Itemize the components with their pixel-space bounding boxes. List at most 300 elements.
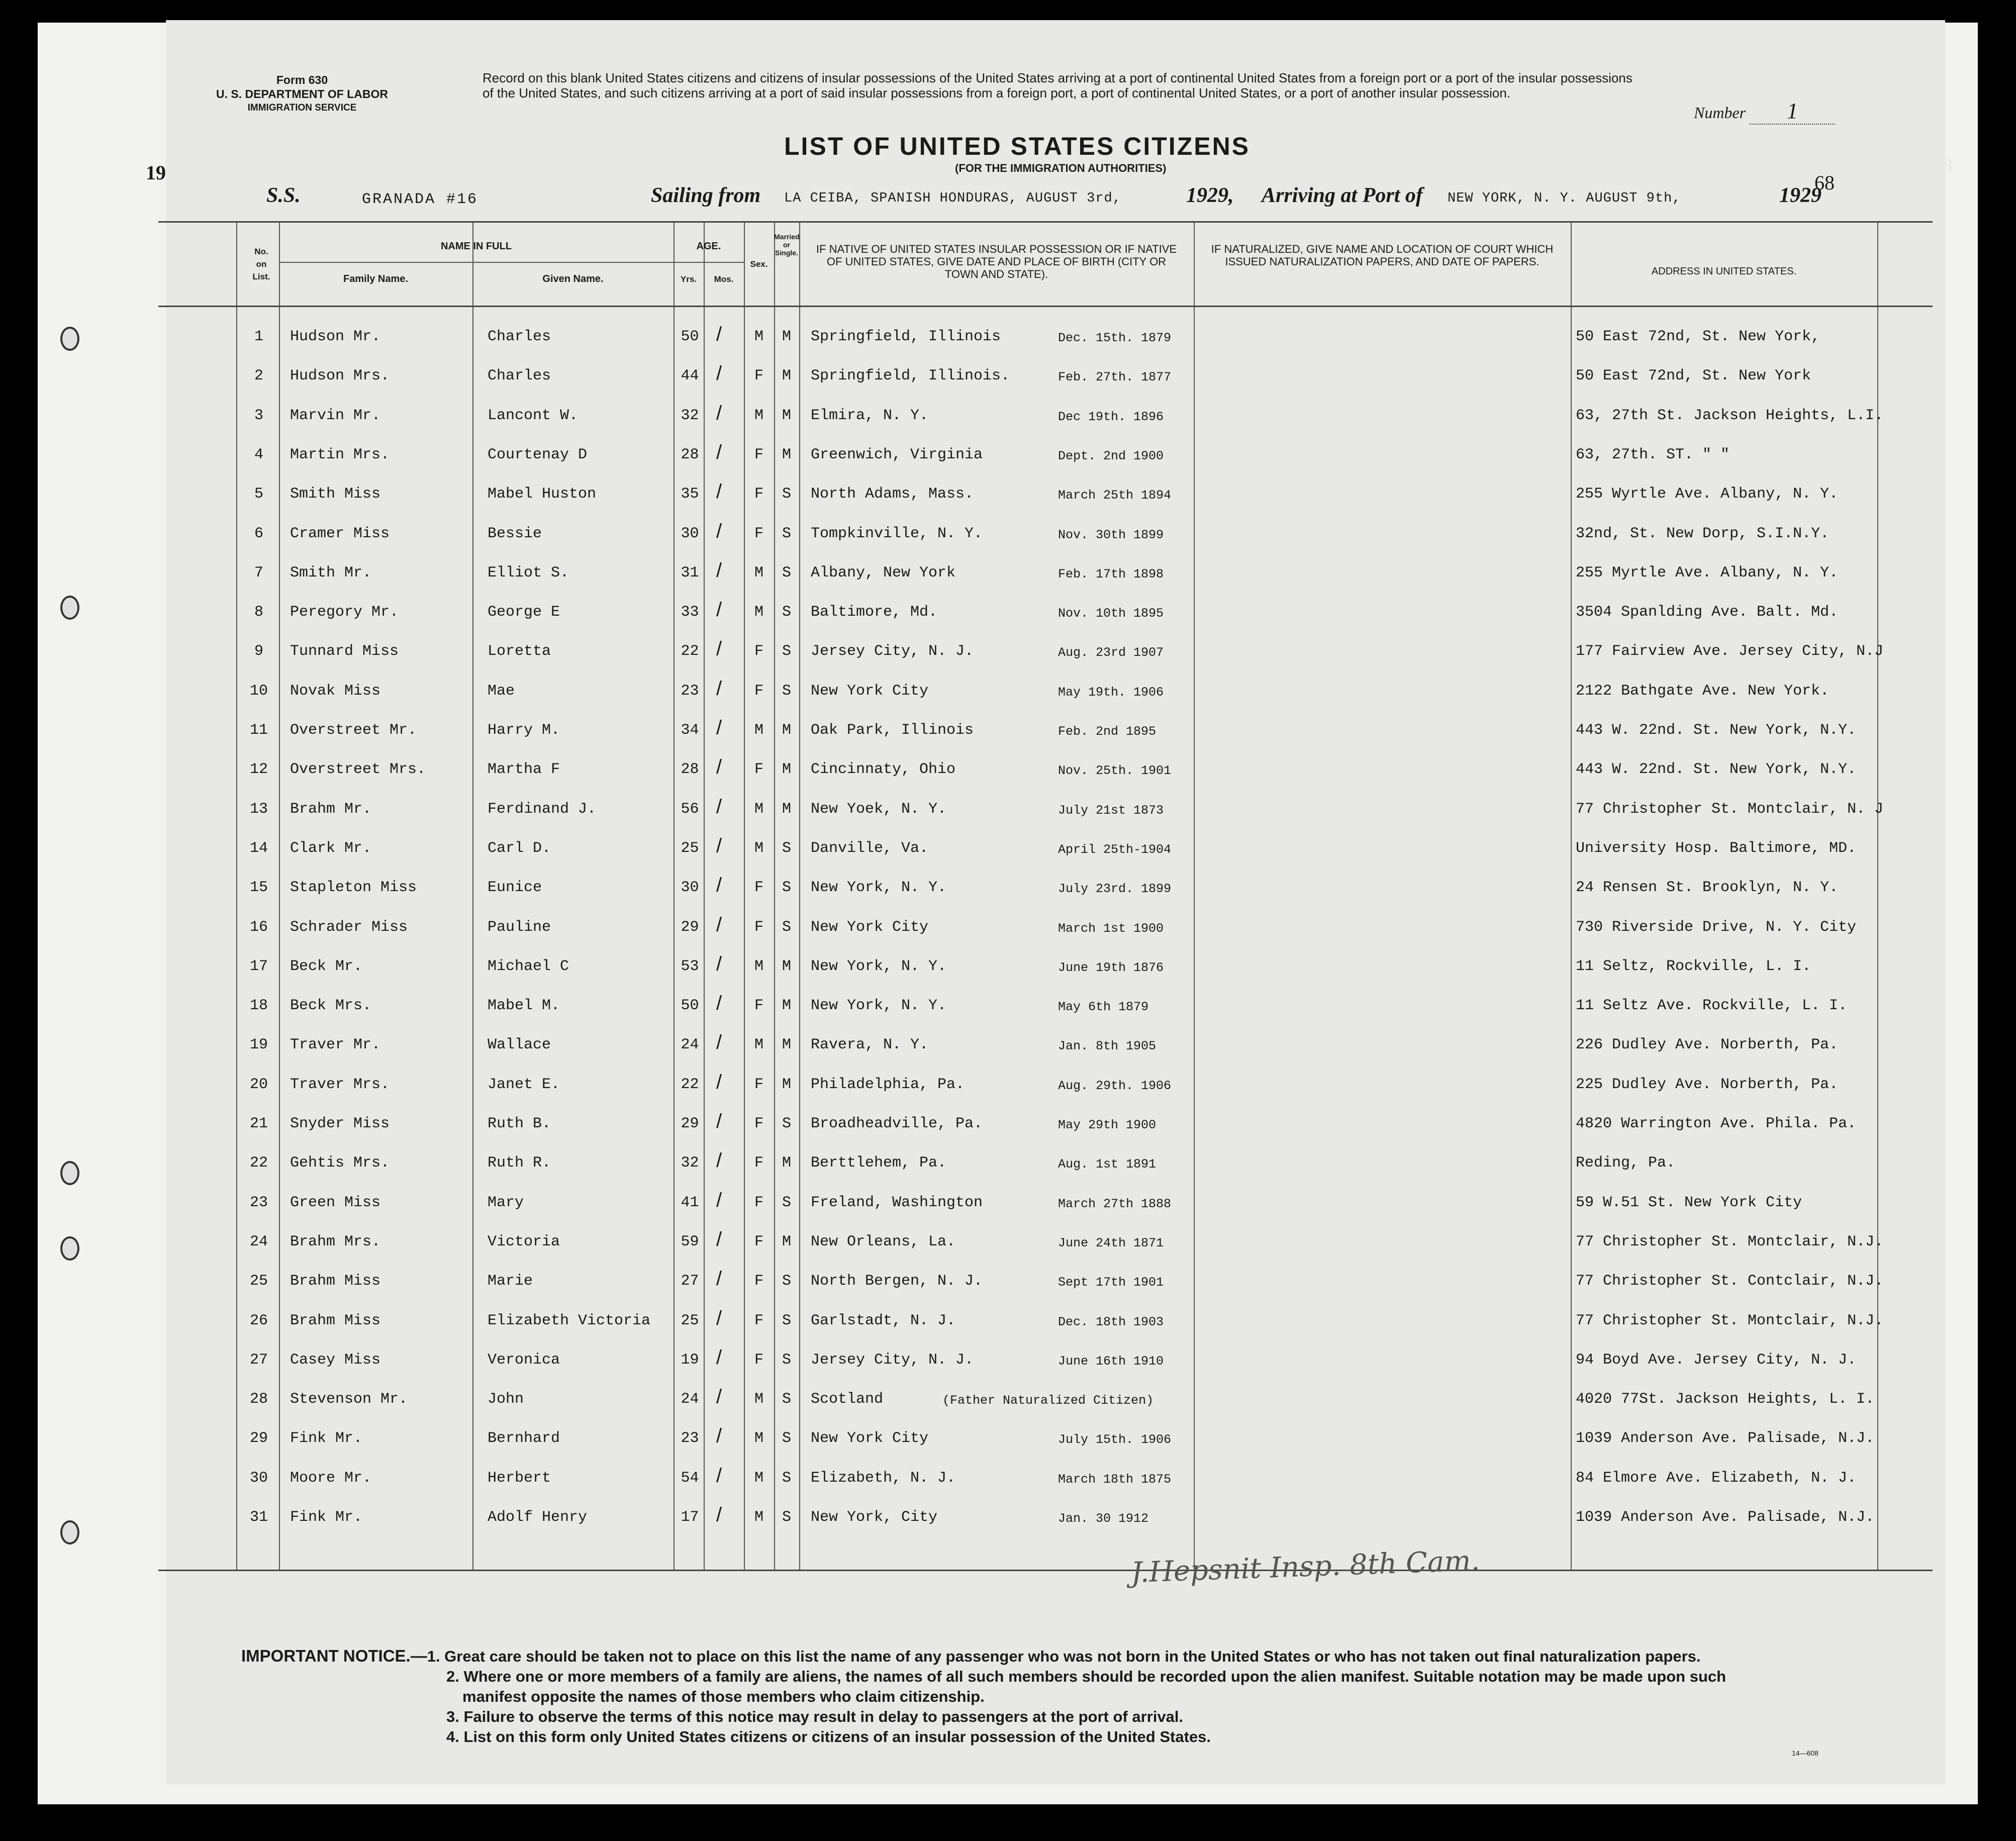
age-years: 59 bbox=[681, 1233, 699, 1250]
address: 4020 77St. Jackson Heights, L. I. bbox=[1576, 1391, 1875, 1408]
family-name: Brahm Mrs. bbox=[290, 1233, 381, 1250]
col-given-name: Given Name. bbox=[542, 273, 604, 284]
col-sex: Sex. bbox=[750, 259, 768, 269]
sex: F bbox=[754, 879, 763, 897]
address: 50 East 72nd, St. New York, bbox=[1576, 328, 1820, 345]
check-mark: / bbox=[716, 913, 722, 936]
sex: M bbox=[754, 328, 763, 345]
age-years: 29 bbox=[681, 1115, 699, 1132]
check-mark: / bbox=[716, 717, 722, 739]
given-name: Victoria bbox=[488, 1233, 560, 1250]
family-name: Traver Mr. bbox=[290, 1036, 381, 1054]
binding-hole bbox=[60, 327, 79, 351]
family-name: Traver Mrs. bbox=[290, 1076, 390, 1093]
family-name: Brahm Miss bbox=[290, 1312, 381, 1329]
sex: M bbox=[754, 1509, 763, 1526]
family-name: Beck Mrs. bbox=[290, 997, 372, 1015]
marital-status: M bbox=[782, 800, 791, 818]
birth-place: Danville, Va. bbox=[811, 839, 929, 857]
marital-status: S bbox=[782, 1469, 791, 1487]
check-mark: / bbox=[716, 1149, 722, 1172]
age-years: 27 bbox=[681, 1273, 699, 1290]
page-title: LIST OF UNITED STATES CITIZENS bbox=[784, 132, 1251, 160]
marital-status: S bbox=[782, 839, 791, 857]
given-name: Elizabeth Victoria bbox=[488, 1312, 651, 1329]
table-row bbox=[158, 987, 1933, 1026]
row-number: 20 bbox=[249, 1076, 268, 1093]
sex: M bbox=[754, 839, 763, 857]
table-row bbox=[158, 830, 1933, 869]
check-mark: / bbox=[716, 480, 722, 503]
birth-date: (Father Naturalized Citizen) bbox=[942, 1393, 1154, 1408]
check-mark: / bbox=[716, 874, 722, 897]
given-name: George E bbox=[488, 604, 560, 621]
table-row bbox=[158, 357, 1933, 397]
sex: F bbox=[754, 1115, 763, 1132]
check-mark: / bbox=[716, 323, 722, 345]
col-family-name: Family Name. bbox=[343, 273, 408, 284]
age-years: 25 bbox=[681, 1312, 699, 1329]
birth-place: Albany, New York bbox=[811, 564, 956, 582]
form-code: 14—608 bbox=[1792, 1749, 1818, 1757]
age-years: 17 bbox=[681, 1509, 699, 1526]
table-row bbox=[158, 1105, 1933, 1144]
given-name: Janet E. bbox=[488, 1076, 560, 1093]
left-edge-mark: 19 bbox=[146, 161, 166, 184]
birth-place: New York, N. Y. bbox=[811, 997, 947, 1015]
col-naturalized: IF NATURALIZED, GIVE NAME AND LOCATION OF COURT WHICH ISSUED NATURALIZATION PAPERS, AND DATE OF PAPERS. bbox=[1211, 243, 1554, 268]
address: 63, 27th. ST. " " bbox=[1576, 446, 1730, 463]
sex: F bbox=[754, 486, 763, 503]
birth-date: Feb. 2nd 1895 bbox=[1058, 724, 1157, 739]
family-name: Peregory Mr. bbox=[290, 604, 399, 621]
age-years: 25 bbox=[681, 839, 699, 857]
address: 11 Seltz, Rockville, L. I. bbox=[1576, 957, 1811, 975]
table-row bbox=[158, 515, 1933, 554]
given-name: Mabel Huston bbox=[488, 486, 597, 503]
row-number: 25 bbox=[249, 1273, 268, 1290]
age-years: 41 bbox=[681, 1194, 699, 1211]
sex: F bbox=[754, 1351, 763, 1369]
address: 77 Christopher St. Montclair, N.J. bbox=[1576, 1312, 1884, 1329]
row-number: 23 bbox=[249, 1194, 268, 1211]
sex: F bbox=[754, 1194, 763, 1211]
page-subtitle: (FOR THE IMMIGRATION AUTHORITIES) bbox=[955, 162, 1167, 174]
col-birth-place: IF NATIVE OF UNITED STATES INSULAR POSSESSION OR IF NATIVE OF UNITED STATES, GIVE DATE AND PLACE OF BIRTH (CITY OR TOWN AND STATE). bbox=[816, 243, 1177, 280]
table-row bbox=[158, 1420, 1933, 1459]
birth-date: March 1st 1900 bbox=[1058, 921, 1164, 936]
family-name: Gehtis Mrs. bbox=[290, 1154, 390, 1172]
address: 84 Elmore Ave. Elizabeth, N. J. bbox=[1576, 1469, 1857, 1487]
given-name: Veronica bbox=[488, 1351, 560, 1369]
family-name: Tunnard Miss bbox=[290, 643, 399, 660]
inspector-signature: J.Hepsnit Insp. 8th Cam. bbox=[1130, 1544, 1481, 1590]
sailing-label: Sailing from bbox=[651, 184, 761, 207]
row-number: 5 bbox=[254, 486, 263, 503]
address: 730 Riverside Drive, N. Y. City bbox=[1576, 918, 1857, 936]
table-row bbox=[158, 1341, 1933, 1381]
birth-date: Dept. 2nd 1900 bbox=[1058, 448, 1164, 463]
address: 2122 Bathgate Ave. New York. bbox=[1576, 682, 1830, 700]
table-row bbox=[158, 1223, 1933, 1263]
row-number: 14 bbox=[249, 839, 268, 857]
table-row bbox=[158, 712, 1933, 751]
row-number: 7 bbox=[254, 564, 263, 582]
address: 77 Christopher St. Montclair, N. J bbox=[1576, 800, 1884, 818]
birth-place: North Bergen, N. J. bbox=[811, 1273, 983, 1290]
birth-date: Dec. 15th. 1879 bbox=[1058, 331, 1172, 345]
family-name: Cramer Miss bbox=[290, 525, 390, 542]
address: 59 W.51 St. New York City bbox=[1576, 1194, 1802, 1211]
birth-place: New York, N. Y. bbox=[811, 957, 947, 975]
table-row bbox=[158, 1026, 1933, 1065]
row-number: 27 bbox=[249, 1351, 268, 1369]
birth-date: June 16th 1910 bbox=[1058, 1353, 1164, 1369]
birth-place: Garlstadt, N. J. bbox=[811, 1312, 956, 1329]
family-name: Overstreet Mr. bbox=[290, 722, 417, 739]
check-mark: / bbox=[716, 638, 722, 660]
marital-status: M bbox=[782, 328, 791, 345]
row-number: 8 bbox=[254, 604, 263, 621]
address: 225 Dudley Ave. Norberth, Pa. bbox=[1576, 1076, 1839, 1093]
birth-date: March 25th 1894 bbox=[1058, 488, 1172, 503]
table-row bbox=[158, 791, 1933, 830]
address: 443 W. 22nd. St. New York, N.Y. bbox=[1576, 722, 1857, 739]
birth-place: New York City bbox=[811, 682, 929, 700]
table-row bbox=[158, 1144, 1933, 1184]
address: 94 Boyd Ave. Jersey City, N. J. bbox=[1576, 1351, 1857, 1369]
sex: M bbox=[754, 957, 763, 975]
table-row bbox=[158, 948, 1933, 987]
birth-date: Jan. 8th 1905 bbox=[1058, 1039, 1157, 1054]
given-name: Charles bbox=[488, 367, 551, 385]
address: University Hosp. Baltimore, MD. bbox=[1576, 839, 1857, 857]
given-name: Eunice bbox=[488, 879, 542, 897]
age-years: 29 bbox=[681, 918, 699, 936]
age-years: 19 bbox=[681, 1351, 699, 1369]
birth-date: Aug. 29th. 1906 bbox=[1058, 1078, 1172, 1093]
row-number: 13 bbox=[249, 800, 268, 818]
birth-place: Berttlehem, Pa. bbox=[811, 1154, 947, 1172]
sex: M bbox=[754, 722, 763, 739]
address: 1039 Anderson Ave. Palisade, N.J. bbox=[1576, 1430, 1875, 1447]
age-years: 35 bbox=[681, 486, 699, 503]
table-row bbox=[158, 1302, 1933, 1341]
age-years: 31 bbox=[681, 564, 699, 582]
side-mark: 78 bbox=[1933, 154, 1953, 176]
notice-item-1: 1. Great care should be taken not to place on this list the name of any passenger who was not born in the United States or who has not taken out final naturalization papers. bbox=[427, 1648, 1701, 1665]
birth-place: Elmira, N. Y. bbox=[811, 407, 929, 424]
sex: M bbox=[754, 564, 763, 582]
birth-place: Oak Park, Illinois bbox=[811, 722, 974, 739]
given-name: Pauline bbox=[488, 918, 551, 936]
family-name: Hudson Mr. bbox=[290, 328, 381, 345]
address: 177 Fairview Ave. Jersey City, N.J bbox=[1576, 643, 1884, 660]
col-age: AGE. bbox=[696, 241, 721, 252]
age-years: 53 bbox=[681, 957, 699, 975]
sex: F bbox=[754, 918, 763, 936]
birth-date: March 18th 1875 bbox=[1058, 1472, 1172, 1487]
notice-label: IMPORTANT NOTICE.— bbox=[241, 1646, 427, 1665]
table-row bbox=[158, 633, 1933, 672]
birth-date: Aug. 1st 1891 bbox=[1058, 1157, 1157, 1172]
birth-place: Scotland bbox=[811, 1391, 884, 1408]
form-header-block bbox=[216, 73, 388, 115]
birth-date: July 15th. 1906 bbox=[1058, 1432, 1172, 1447]
family-name: Smith Miss bbox=[290, 486, 381, 503]
birth-date: June 19th 1876 bbox=[1058, 960, 1164, 975]
given-name: Harry M. bbox=[488, 722, 560, 739]
age-years: 50 bbox=[681, 328, 699, 345]
address: 50 East 72nd, St. New York bbox=[1576, 367, 1811, 385]
notice-line-1 bbox=[241, 1646, 1726, 1667]
marital-status: S bbox=[782, 643, 791, 660]
marital-status: S bbox=[782, 604, 791, 621]
given-name: Mabel M. bbox=[488, 997, 560, 1015]
row-number: 16 bbox=[249, 918, 268, 936]
family-name: Brahm Mr. bbox=[290, 800, 372, 818]
important-notice bbox=[241, 1646, 1726, 1747]
birth-place: Cincinnaty, Ohio bbox=[811, 761, 956, 779]
age-years: 30 bbox=[681, 879, 699, 897]
row-number: 29 bbox=[249, 1430, 268, 1447]
table-row bbox=[158, 1184, 1933, 1223]
row-number: 28 bbox=[249, 1391, 268, 1408]
address: 255 Wyrtle Ave. Albany, N. Y. bbox=[1576, 486, 1839, 503]
birth-place: Baltimore, Md. bbox=[811, 604, 938, 621]
check-mark: / bbox=[716, 1504, 722, 1526]
marital-status: S bbox=[782, 564, 791, 582]
family-name: Brahm Miss bbox=[290, 1273, 381, 1290]
age-years: 23 bbox=[681, 682, 699, 700]
marital-status: S bbox=[782, 682, 791, 700]
birth-place: New York, N. Y. bbox=[811, 879, 947, 897]
row-number: 30 bbox=[249, 1469, 268, 1487]
birth-date: March 27th 1888 bbox=[1058, 1196, 1172, 1211]
family-name: Casey Miss bbox=[290, 1351, 381, 1369]
check-mark: / bbox=[716, 834, 722, 857]
marital-status: S bbox=[782, 1312, 791, 1329]
form-number: Form 630 bbox=[276, 73, 328, 86]
family-name: Green Miss bbox=[290, 1194, 381, 1211]
address: 1039 Anderson Ave. Palisade, N.J. bbox=[1576, 1509, 1875, 1526]
check-mark: / bbox=[716, 1189, 722, 1211]
marital-status: M bbox=[782, 957, 791, 975]
sex: F bbox=[754, 997, 763, 1015]
row-number: 2 bbox=[254, 367, 263, 385]
marital-status: M bbox=[782, 761, 791, 779]
binding-hole bbox=[60, 1236, 79, 1261]
address: 24 Rensen St. Brooklyn, N. Y. bbox=[1576, 879, 1839, 897]
sex: F bbox=[754, 525, 763, 542]
birth-date: Dec 19th. 1896 bbox=[1058, 409, 1164, 424]
table-row bbox=[158, 909, 1933, 948]
birth-place: Elizabeth, N. J. bbox=[811, 1469, 956, 1487]
birth-place: Springfield, Illinois bbox=[811, 328, 1001, 345]
check-mark: / bbox=[716, 1346, 722, 1369]
sex: M bbox=[754, 1469, 763, 1487]
marital-status: M bbox=[782, 1233, 791, 1250]
birth-date: Nov. 30th 1899 bbox=[1058, 527, 1164, 542]
age-years: 30 bbox=[681, 525, 699, 542]
number-label: Number bbox=[1694, 104, 1746, 122]
sex: F bbox=[754, 1154, 763, 1172]
given-name: Adolf Henry bbox=[488, 1509, 588, 1526]
table-row bbox=[158, 1460, 1933, 1499]
ship-name: GRANADA #16 bbox=[362, 191, 478, 208]
sailing-from: LA CEIBA, SPANISH HONDURAS, AUGUST 3rd, bbox=[784, 191, 1121, 206]
given-name: Charles bbox=[488, 328, 551, 345]
age-years: 28 bbox=[681, 761, 699, 779]
address: 63, 27th St. Jackson Heights, L.I. bbox=[1576, 407, 1884, 424]
page-mark: 68 bbox=[1814, 171, 1835, 194]
sex: F bbox=[754, 1273, 763, 1290]
age-years: 32 bbox=[681, 1154, 699, 1172]
col-name-in-full: NAME IN FULL bbox=[440, 241, 512, 252]
marital-status: M bbox=[782, 1076, 791, 1093]
age-years: 54 bbox=[681, 1469, 699, 1487]
family-name: Fink Mr. bbox=[290, 1430, 363, 1447]
sex: M bbox=[754, 1036, 763, 1054]
table-row bbox=[158, 869, 1933, 908]
table-row bbox=[158, 318, 1933, 357]
check-mark: / bbox=[716, 441, 722, 463]
notice-item-2b: manifest opposite the names of those members who claim citizenship. bbox=[462, 1688, 985, 1705]
marital-status: S bbox=[782, 1351, 791, 1369]
check-mark: / bbox=[716, 1110, 722, 1132]
check-mark: / bbox=[716, 795, 722, 818]
service-name: IMMIGRATION SERVICE bbox=[247, 103, 357, 113]
marital-status: S bbox=[782, 486, 791, 503]
marital-status: S bbox=[782, 879, 791, 897]
given-name: Ferdinand J. bbox=[488, 800, 597, 818]
ss-label: S.S. bbox=[266, 184, 301, 207]
age-years: 28 bbox=[681, 446, 699, 463]
col-married-single: Married or Single. bbox=[774, 233, 800, 257]
sex: F bbox=[754, 367, 763, 385]
birth-date: Feb. 27th. 1877 bbox=[1058, 370, 1172, 385]
birth-place: New York City bbox=[811, 918, 929, 936]
row-number: 12 bbox=[249, 761, 268, 779]
age-years: 22 bbox=[681, 1076, 699, 1093]
check-mark: / bbox=[716, 992, 722, 1015]
sex: F bbox=[754, 1233, 763, 1250]
marital-status: M bbox=[782, 446, 791, 463]
check-mark: / bbox=[716, 520, 722, 542]
age-years: 24 bbox=[681, 1391, 699, 1408]
sex: F bbox=[754, 1312, 763, 1329]
family-name: Clark Mr. bbox=[290, 839, 372, 857]
birth-place: North Adams, Mass. bbox=[811, 486, 974, 503]
marital-status: M bbox=[782, 367, 791, 385]
year-sailing: 1929, bbox=[1186, 184, 1234, 207]
age-years: 22 bbox=[681, 643, 699, 660]
sex: F bbox=[754, 1076, 763, 1093]
table-row bbox=[158, 397, 1933, 436]
check-mark: / bbox=[716, 1386, 722, 1408]
row-number: 11 bbox=[249, 722, 268, 739]
family-name: Hudson Mrs. bbox=[290, 367, 390, 385]
birth-place: New York City bbox=[811, 1430, 929, 1447]
notice-item-2: 2. Where one or more members of a family are aliens, the names of all such members should be recorded upon the alien manifest. Suitable notation may be made upon such bbox=[446, 1668, 1726, 1685]
given-name: Martha F bbox=[488, 761, 560, 779]
birth-date: Dec. 18th 1903 bbox=[1058, 1314, 1164, 1329]
check-mark: / bbox=[716, 1464, 722, 1487]
sex: F bbox=[754, 446, 763, 463]
birth-date: June 24th 1871 bbox=[1058, 1235, 1164, 1250]
birth-place: Broadheadville, Pa. bbox=[811, 1115, 983, 1132]
check-mark: / bbox=[716, 1268, 722, 1290]
given-name: Lancont W. bbox=[488, 407, 579, 424]
table-row bbox=[158, 1499, 1933, 1538]
marital-status: S bbox=[782, 918, 791, 936]
birth-date: July 21st 1873 bbox=[1058, 803, 1164, 818]
address: 11 Seltz Ave. Rockville, L. I. bbox=[1576, 997, 1848, 1015]
birth-place: Springfield, Illinois. bbox=[811, 367, 1010, 385]
sex: F bbox=[754, 643, 763, 660]
number-value: 1 bbox=[1750, 98, 1835, 125]
sex: M bbox=[754, 1430, 763, 1447]
row-number: 3 bbox=[254, 407, 263, 424]
table-row bbox=[158, 751, 1933, 790]
table-row bbox=[158, 475, 1933, 515]
marital-status: M bbox=[782, 997, 791, 1015]
sex: M bbox=[754, 1391, 763, 1408]
binding-hole bbox=[60, 596, 79, 620]
given-name: Herbert bbox=[488, 1469, 551, 1487]
check-mark: / bbox=[716, 1031, 722, 1054]
given-name: Mae bbox=[488, 682, 515, 700]
marital-status: S bbox=[782, 1430, 791, 1447]
marital-status: S bbox=[782, 525, 791, 542]
arriving-port: NEW YORK, N. Y. AUGUST 9th, bbox=[1448, 191, 1681, 206]
address: 443 W. 22nd. St. New York, N.Y. bbox=[1576, 761, 1857, 779]
given-name: Ruth B. bbox=[488, 1115, 551, 1132]
birth-place: Jersey City, N. J. bbox=[811, 1351, 974, 1369]
marital-status: S bbox=[782, 1391, 791, 1408]
check-mark: / bbox=[716, 599, 722, 621]
family-name: Stapleton Miss bbox=[290, 879, 417, 897]
age-years: 24 bbox=[681, 1036, 699, 1054]
table-row bbox=[158, 436, 1933, 475]
age-years: 33 bbox=[681, 604, 699, 621]
check-mark: / bbox=[716, 1228, 722, 1250]
marital-status: M bbox=[782, 1036, 791, 1054]
family-name: Smith Mr. bbox=[290, 564, 372, 582]
passenger-table bbox=[158, 221, 1933, 1571]
arriving-label: Arriving at Port of bbox=[1262, 184, 1423, 207]
address: 226 Dudley Ave. Norberth, Pa. bbox=[1576, 1036, 1839, 1054]
age-years: 34 bbox=[681, 722, 699, 739]
family-name: Beck Mr. bbox=[290, 957, 363, 975]
family-name: Marvin Mr. bbox=[290, 407, 381, 424]
binding-hole bbox=[60, 1161, 79, 1185]
row-number: 4 bbox=[254, 446, 263, 463]
notice-item-4: 4. List on this form only United States citizens or citizens of an insular possession of the United States. bbox=[446, 1728, 1211, 1746]
family-name: Moore Mr. bbox=[290, 1469, 372, 1487]
birth-date: July 23rd. 1899 bbox=[1058, 882, 1172, 897]
table-row bbox=[158, 672, 1933, 712]
age-years: 56 bbox=[681, 800, 699, 818]
birth-place: Ravera, N. Y. bbox=[811, 1036, 929, 1054]
birth-place: New Yoek, N. Y. bbox=[811, 800, 947, 818]
row-number: 18 bbox=[249, 997, 268, 1015]
marital-status: S bbox=[782, 1273, 791, 1290]
check-mark: / bbox=[716, 677, 722, 700]
row-number: 10 bbox=[249, 682, 268, 700]
sex: M bbox=[754, 800, 763, 818]
address: 77 Christopher St. Montclair, N.J. bbox=[1576, 1233, 1884, 1250]
